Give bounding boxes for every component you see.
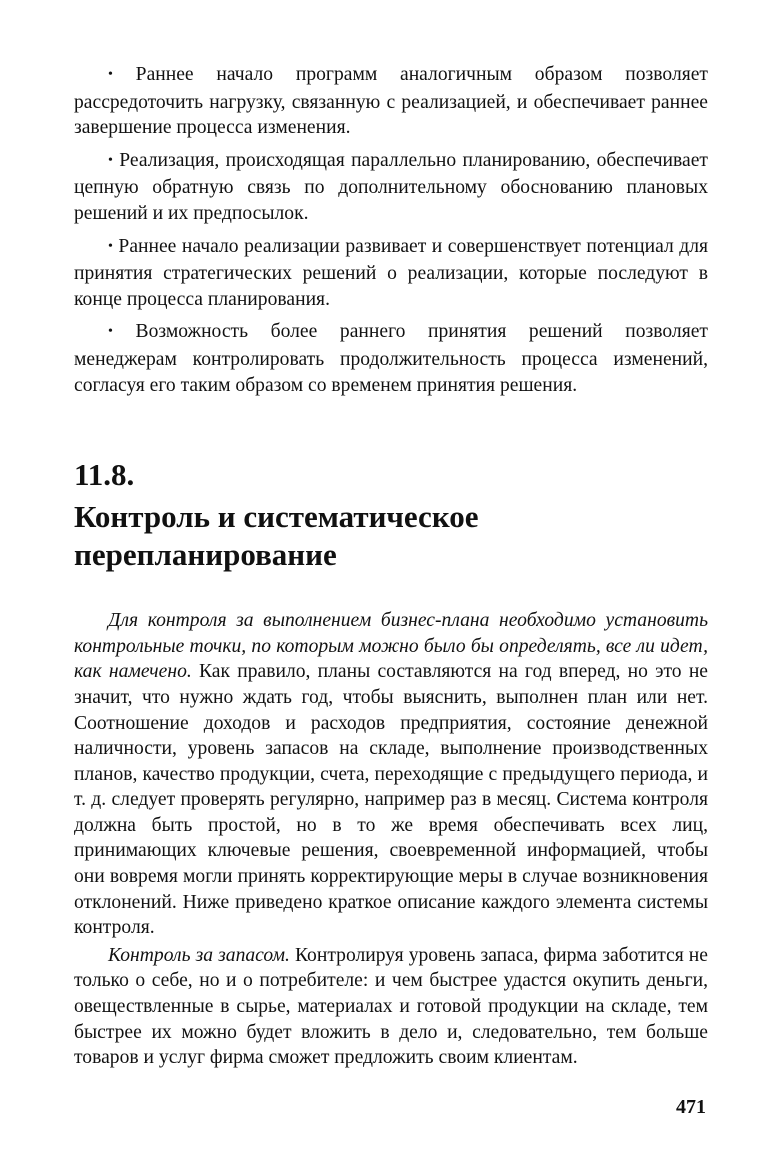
bullet-icon: •	[108, 67, 113, 82]
bullet-item	[74, 319, 708, 398]
paragraph-italic-lead: Для контроля за выполнением бизнес-плана необходимо установить контрольные точки, по которым можно было бы определять, все ли идет, как намечено.	[74, 610, 708, 683]
section-number: 11.8.	[74, 457, 135, 493]
bullet-list	[74, 62, 708, 398]
section-heading	[74, 456, 708, 574]
bullet-text: Возможность более раннего принятия решений позволяет менеджерам контролировать продолжительность процесса изменений, согласуя его таким образом со временем принятия решения.	[74, 321, 708, 396]
bullet-icon: •	[108, 152, 113, 168]
bullet-icon: •	[108, 324, 113, 340]
page-number: 471	[676, 1096, 706, 1118]
bullet-text: Раннее начало реализации развивает и совершенствует потенциал для принятия стратегических решений о реализации, которые последуют в конце процесса планирования.	[74, 235, 708, 310]
paragraph-text: Как правило, планы составляются на год вперед, но это не значит, что нужно ждать год, чтобы выяснить, выполнен план или нет. Соотношение доходов и расходов предприятия, состояние денежной наличности, уровень запасов на складе, выполнение производственных планов, качество продукции, счета, переходящие с предыдущего периода, и т. д. следует проверять регулярно, например раз в месяц. Система контроля должна быть простой, но в то же время обеспечивать всех лиц, принимающих ключевые решения, своевременной информацией, чтобы они вовремя могли принять корректирующие меры в случае возникновения отклонений. Ниже приведено краткое описание каждого элемента системы контроля.	[74, 661, 708, 939]
paragraph-text: Контролируя уровень запаса, фирма заботится не только о себе, но и о потребителе: и чем быстрее удастся окупить деньги, овеществленные в сырье, материалах и готовой продукции на складе, тем быстрее их можно будет вложить в дело и, следовательно, тем больше товаров и услуг фирма сможет предложить своим клиентам.	[74, 944, 708, 1069]
bullet-text: Раннее начало программ аналогичным образом позволяет рассредоточить нагрузку, связанную с реализацией, и обеспечивает раннее завершение процесса изменения.	[74, 64, 708, 139]
paragraph	[74, 943, 708, 1071]
bullet-item	[74, 148, 708, 227]
bullet-text: Реализация, происходящая параллельно планированию, обеспечивает цепную обратную связь по дополнительному обоснованию плановых решений и их предпосылок.	[74, 149, 708, 224]
paragraph	[74, 608, 708, 941]
section-title-line-2: перепланирование	[74, 537, 337, 573]
section-title-line-1: Контроль и систематическое	[74, 499, 479, 535]
bullet-item	[74, 62, 708, 141]
bullet-icon: •	[108, 238, 113, 254]
bullet-item	[74, 234, 708, 313]
paragraph-italic-lead: Контроль за запасом.	[108, 944, 290, 966]
book-page	[74, 62, 708, 1071]
body-text	[74, 608, 708, 1071]
